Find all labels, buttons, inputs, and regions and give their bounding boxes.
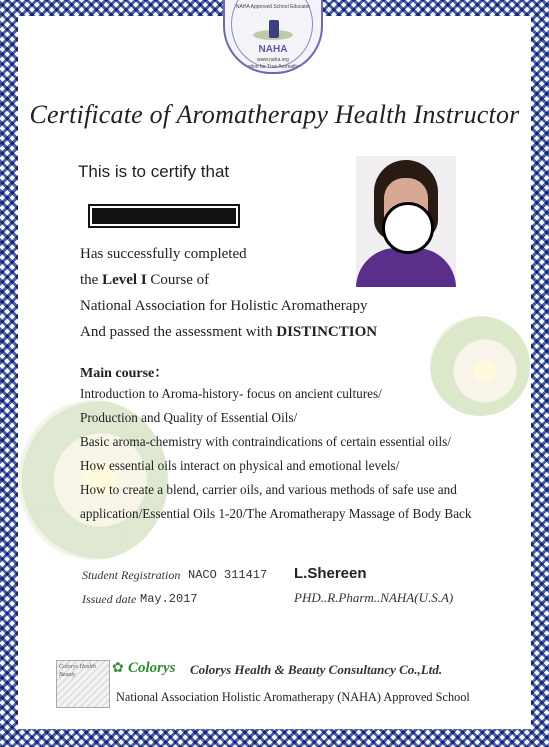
certify-line: This is to certify that [78, 162, 230, 181]
seal-url: www.naha.org [257, 57, 289, 63]
course-item: How essential oils interact on physical and emotional levels/ [80, 458, 400, 473]
course-item: Basic aroma-chemistry with contraindications of certain essential oils/ [80, 434, 451, 449]
approved-school-line: National Association Holistic Aromatherapy (NAHA) Approved School [116, 690, 470, 704]
body-line-2 [80, 272, 209, 289]
company-stamp [56, 660, 110, 708]
seal-center-text: NAHA [258, 44, 288, 55]
main-course-heading: Main course： [80, 366, 169, 381]
recipient-photo [356, 156, 456, 287]
frangipani-flower-decoration [430, 316, 530, 416]
line2-suffix: Course of [146, 272, 210, 288]
face-redaction-circle [382, 202, 434, 254]
body-line-4 [80, 324, 377, 341]
line4-prefix: And passed the assessment with [80, 324, 277, 340]
course-level: Level I [102, 272, 147, 288]
naha-seal [223, 0, 323, 74]
brand-logo-text: Colorys [128, 660, 176, 676]
redacted-name [90, 206, 238, 226]
company-name: Colorys Health & Beauty Consultancy Co.,Ltd. [190, 662, 443, 677]
signer-name: L.Shereen [294, 565, 367, 582]
seal-top-text: NAHA Approved School Educator [235, 4, 311, 10]
signer-credentials: PHD..R.Pharm..NAHA(U.S.A) [294, 590, 454, 605]
course-item: Production and Quality of Essential Oils/ [80, 410, 298, 425]
seal-arc-text: Education for True Aromatherapy [236, 64, 310, 70]
flower-icon: ✿ [112, 661, 124, 676]
body-line-3: National Association for Holistic Aromatherapy [80, 298, 368, 314]
course-item: Introduction to Aroma-history- focus on ancient cultures/ [80, 386, 382, 401]
body-line-1: Has successfully completed [80, 246, 247, 262]
line2-prefix: the [80, 272, 103, 288]
registration-value: NACO 311417 [188, 568, 268, 582]
issued-value: May.2017 [140, 592, 198, 606]
course-item: application/Essential Oils 1-20/The Aromatherapy Massage of Body Back [80, 506, 472, 521]
issued-label: Issued date [82, 592, 137, 606]
stamp-text: Colorys Health Beauty [59, 664, 96, 678]
oil-bottle-icon [269, 20, 279, 38]
assessment-grade: DISTINCTION [276, 324, 378, 340]
registration-label: Student Registration [82, 568, 181, 582]
course-item: How to create a blend, carrier oils, and various methods of safe use and [80, 482, 457, 497]
certificate-title: Certificate of Aromatherapy Health Instructor [29, 100, 520, 129]
